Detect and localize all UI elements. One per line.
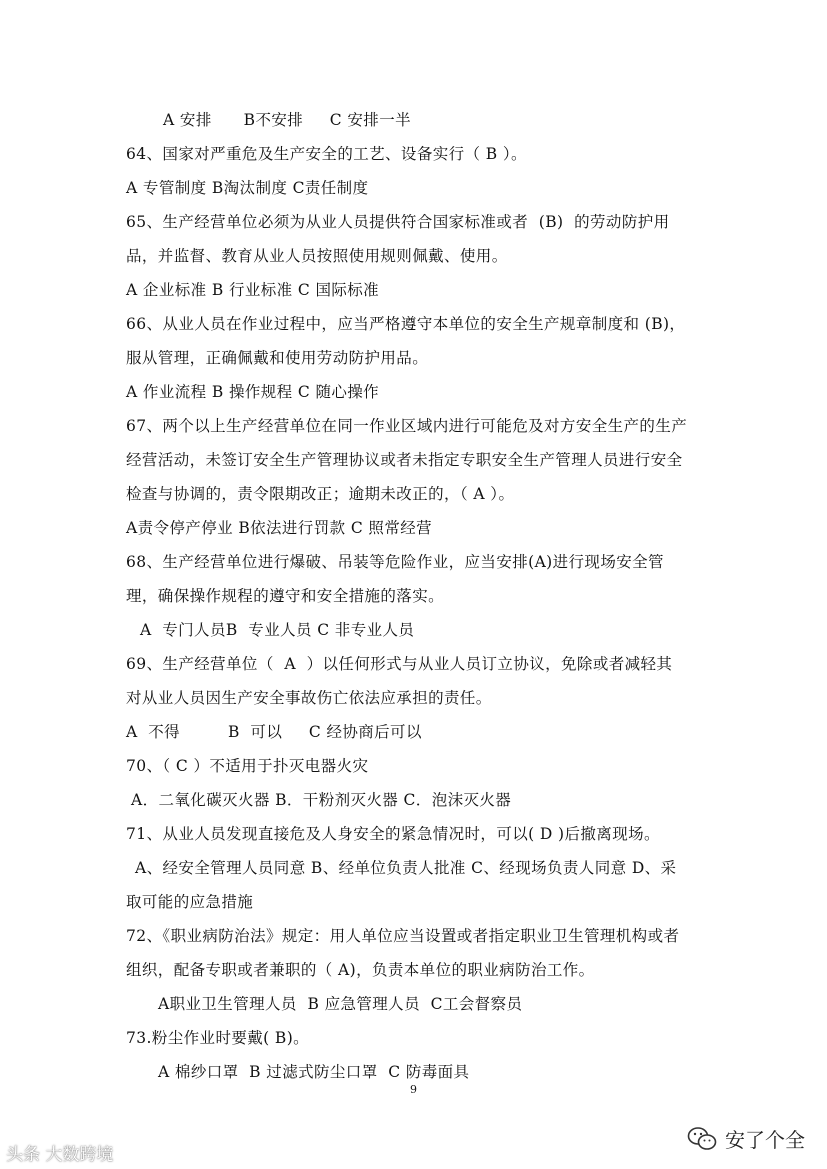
text-line: A责令停产停业 B依法进行罚款 C 照常经营 [126,519,433,537]
text-line: A 专门人员B 专业人员 C 非专业人员 [140,621,415,639]
text-line: 72、《职业病防治法》规定：用人单位应当设置或者指定职业卫生管理机构或者 [126,927,680,945]
text-line: A 专管制度 B淘汰制度 C责任制度 [126,179,369,197]
text-line: A 企业标准 B 行业标准 C 国际标准 [126,281,380,299]
text-line: 66、从业人员在作业过程中，应当严格遵守本单位的安全生产规章制度和 (B)， [126,315,686,333]
text-line: 对从业人员因生产安全事故伤亡依法应承担的责任。 [126,689,492,707]
page-number: 9 [410,1083,417,1096]
text-line: A 不得 B 可以 C 经协商后可以 [126,723,422,741]
text-line: 64、国家对严重危及生产安全的工艺、设备实行（ B ）。 [126,145,527,163]
text-line: 经营活动，未签订安全生产管理协议或者未指定专职安全生产管理人员进行安全 [126,451,683,469]
text-line: A职业卫生管理人员 B 应急管理人员 C工会督察员 [158,995,523,1013]
text-line: 服从管理，正确佩戴和使用劳动防护用品。 [126,349,429,367]
text-line: 品，并监督、教育从业人员按照使用规则佩戴、使用。 [126,247,508,265]
text-line: A．二氧化碳灭火器 B．干粉剂灭火器 C．泡沫灭火器 [131,791,512,809]
text-line: 65、生产经营单位必须为从业人员提供符合国家标准或者 (B) 的劳动防护用 [126,213,670,231]
wechat-icon [687,1126,717,1152]
text-line: A 安排 B不安排 C 安排一半 [163,111,411,129]
watermark-left: 头条 大数跨境 [6,1145,114,1165]
watermark-right [687,1124,805,1153]
text-line: 73.粉尘作业时要戴( B)。 [126,1029,310,1047]
watermark-right-text: 安了个全 [725,1128,805,1152]
text-line: A 作业流程 B 操作规程 C 随心操作 [126,383,380,401]
text-line: 理，确保操作规程的遵守和安全措施的落实。 [126,587,445,605]
text-line: 检查与协调的，责令限期改正；逾期未改正的，（ A ）。 [126,485,515,503]
text-line: 71、从业人员发现直接危及人身安全的紧急情况时，可以( D )后撤离现场。 [126,825,660,843]
text-line: 67、两个以上生产经营单位在同一作业区域内进行可能危及对方安全生产的生产 [126,417,688,435]
text-line: 取可能的应急措施 [126,893,254,911]
text-line: 70、（ C ）不适用于扑灭电器火灾 [126,757,369,775]
text-line: A、经安全管理人员同意 B、经单位负责人批准 C、经现场负责人同意 D、采 [135,859,677,877]
text-line: 68、生产经营单位进行爆破、吊装等危险作业，应当安排(A)进行现场安全管 [126,553,664,571]
text-line: 69、生产经营单位（ A ）以任何形式与从业人员订立协议，免除或者减轻其 [126,655,673,673]
text-line: 组织，配备专职或者兼职的（ A)，负责本单位的职业病防治工作。 [126,961,595,979]
text-line: A 棉纱口罩 B 过滤式防尘口罩 C 防毒面具 [158,1063,470,1081]
